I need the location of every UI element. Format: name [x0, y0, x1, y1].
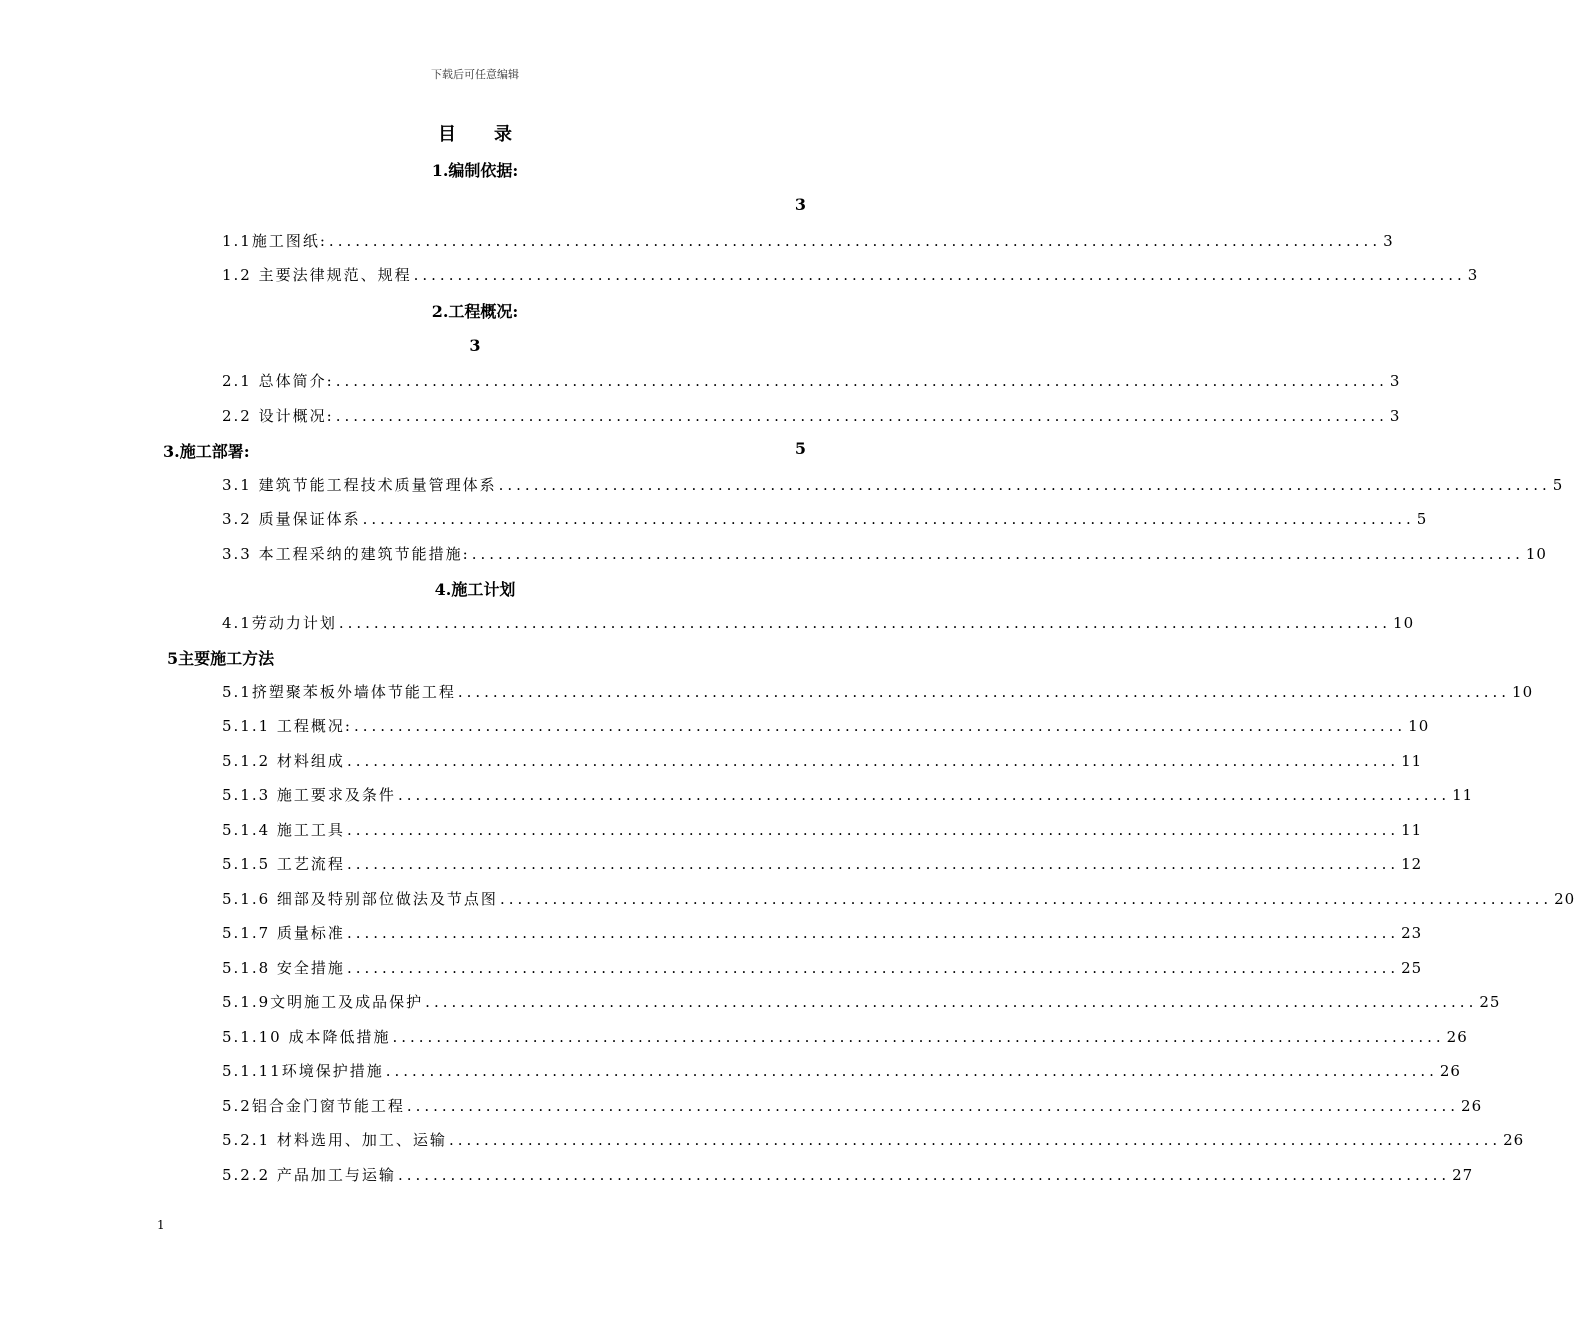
section-heading-5: 5主要施工方法 — [167, 649, 275, 668]
toc-entry-page: 3 — [1389, 372, 1401, 390]
toc-entry-page: 26 — [1439, 1062, 1461, 1080]
toc-entry[interactable] — [222, 612, 1415, 634]
toc-entry-page: 3 — [1383, 232, 1394, 250]
toc-entry-page: 5 — [1552, 476, 1564, 494]
toc-entry[interactable] — [222, 957, 1423, 979]
toc-entry-label: 5.1.11环境保护措施 — [222, 1062, 384, 1080]
toc-entry-page: 26 — [1446, 1028, 1468, 1046]
dot-leader: ........................................................................................................................ — [335, 407, 1388, 425]
section-heading-4: 4.施工计划 — [434, 580, 516, 599]
toc-entry-label: 4.1劳动力计划 — [222, 614, 337, 632]
toc-entry-page: 10 — [1512, 683, 1534, 701]
toc-entry-page: 25 — [1479, 993, 1501, 1011]
toc-entry-page: 26 — [1503, 1131, 1525, 1149]
toc-entry[interactable] — [222, 784, 1474, 806]
toc-entry-page: 10 — [1408, 717, 1430, 735]
dot-leader: ........................................................................................................................ — [397, 786, 1451, 804]
section-page-3: 5 — [794, 439, 806, 458]
dot-leader: ........................................................................................................................ — [471, 545, 1524, 563]
dot-leader: ........................................................................................................................ — [338, 614, 1392, 632]
toc-entry-page: 25 — [1401, 959, 1423, 977]
toc-entry-page: 10 — [1393, 614, 1415, 632]
toc-entry-page: 20 — [1554, 890, 1575, 908]
toc-entry-label: 5.1.10 成本降低措施 — [222, 1028, 391, 1046]
toc-entry-label: 1.1施工图纸: — [222, 232, 327, 250]
toc-entry-label: 5.2.2 产品加工与运输 — [222, 1166, 396, 1184]
toc-entry-label: 3.1 建筑节能工程技术质量管理体系 — [222, 476, 497, 494]
toc-entry-page: 26 — [1461, 1097, 1483, 1115]
toc-entry[interactable] — [222, 405, 1401, 427]
dot-leader: ........................................................................................................................ — [362, 510, 1415, 528]
dot-leader: ........................................................................................................................ — [346, 821, 1400, 839]
toc-entry-label: 5.1.6 细部及特别部位做法及节点图 — [222, 890, 498, 908]
toc-entry[interactable] — [222, 508, 1428, 530]
toc-entry-page: 10 — [1525, 545, 1547, 563]
toc-entry-label: 2.2 设计概况: — [222, 407, 334, 425]
toc-entry-label: 5.1.2 材料组成 — [222, 752, 345, 770]
dot-leader: ........................................................................................................................ — [346, 959, 1400, 977]
toc-entry-page: 11 — [1452, 786, 1474, 804]
toc-entry-label: 5.1.7 质量标准 — [222, 924, 345, 942]
section-heading-2: 2.工程概况: — [431, 302, 519, 321]
toc-entry-label: 5.1.5 工艺流程 — [222, 855, 345, 873]
toc-entry[interactable] — [222, 264, 1479, 286]
dot-leader: ........................................................................................................................ — [499, 890, 1553, 908]
toc-title-left: 目 — [438, 124, 456, 145]
dot-leader: ........................................................................................................................ — [448, 1131, 1502, 1149]
toc-entry-page: 27 — [1452, 1166, 1474, 1184]
toc-entry[interactable] — [222, 1060, 1461, 1082]
dot-leader: ........................................................................................................................ — [392, 1028, 1445, 1046]
toc-entry-label: 5.1挤塑聚苯板外墙体节能工程 — [222, 683, 456, 701]
toc-entry-label: 5.1.9文明施工及成品保护 — [222, 993, 424, 1011]
toc-entry[interactable] — [222, 1095, 1483, 1117]
toc-entry-label: 3.2 质量保证体系 — [222, 510, 361, 528]
toc-entry-page: 23 — [1401, 924, 1423, 942]
dot-leader: ........................................................................................................................ — [498, 476, 1551, 494]
toc-entry[interactable] — [222, 230, 1394, 252]
toc-entry[interactable] — [222, 370, 1401, 392]
dot-leader: ........................................................................................................................ — [346, 855, 1400, 873]
toc-entry-page: 11 — [1401, 821, 1423, 839]
toc-entry-label: 5.1.3 施工要求及条件 — [222, 786, 396, 804]
dot-leader: ........................................................................................................................ — [385, 1062, 1438, 1080]
toc-entry[interactable] — [222, 888, 1575, 910]
toc-entry-label: 5.2.1 材料选用、加工、运输 — [222, 1131, 447, 1149]
toc-entry-label: 5.1.1 工程概况: — [222, 717, 352, 735]
toc-title-right: 录 — [494, 124, 512, 145]
toc-entry-label: 5.2铝合金门窗节能工程 — [222, 1097, 405, 1115]
toc-entry[interactable] — [222, 681, 1534, 703]
toc-entry-page: 3 — [1467, 266, 1479, 284]
page-number: 1 — [157, 1218, 165, 1232]
toc-title — [0, 120, 950, 146]
toc-entry[interactable] — [222, 1129, 1525, 1151]
toc-entry[interactable] — [222, 1164, 1474, 1186]
dot-leader: ........................................................................................................................ — [406, 1097, 1460, 1115]
toc-entry-page: 3 — [1389, 407, 1401, 425]
toc-entry-label: 5.1.8 安全措施 — [222, 959, 345, 977]
dot-leader: ........................................................................................................................ — [346, 752, 1400, 770]
dot-leader: ........................................................................................................................ — [328, 232, 1382, 250]
toc-entry-label: 5.1.4 施工工具 — [222, 821, 345, 839]
toc-entry[interactable] — [222, 991, 1501, 1013]
toc-entry[interactable] — [222, 474, 1564, 496]
toc-entry[interactable] — [222, 922, 1423, 944]
dot-leader: ........................................................................................................................ — [354, 717, 1407, 735]
toc-entry[interactable] — [222, 853, 1423, 875]
section-page-1: 3 — [794, 195, 806, 214]
dot-leader: ........................................................................................................................ — [413, 266, 1466, 284]
toc-entry[interactable] — [222, 819, 1423, 841]
dot-leader: ........................................................................................................................ — [457, 683, 1511, 701]
toc-entry-label: 1.2 主要法律规范、规程 — [222, 266, 412, 284]
toc-entry-label: 3.3 本工程采纳的建筑节能措施: — [222, 545, 470, 563]
dot-leader: ........................................................................................................................ — [425, 993, 1478, 1011]
dot-leader: ........................................................................................................................ — [397, 1166, 1451, 1184]
toc-entry[interactable] — [222, 1026, 1468, 1048]
section-heading-3: 3.施工部署: — [163, 442, 250, 461]
dot-leader: ........................................................................................................................ — [346, 924, 1400, 942]
toc-entry[interactable] — [222, 750, 1423, 772]
toc-entry-page: 11 — [1401, 752, 1423, 770]
dot-leader: ........................................................................................................................ — [335, 372, 1388, 390]
toc-entry[interactable] — [222, 543, 1547, 565]
toc-entry-page: 12 — [1401, 855, 1423, 873]
page-header: 下载后可任意编辑 — [431, 68, 519, 81]
section-page-2: 3 — [469, 336, 481, 355]
section-heading-1: 1.编制依据: — [431, 161, 519, 180]
toc-entry[interactable] — [222, 715, 1430, 737]
toc-entry-page: 5 — [1416, 510, 1428, 528]
toc-entry-label: 2.1 总体简介: — [222, 372, 334, 390]
